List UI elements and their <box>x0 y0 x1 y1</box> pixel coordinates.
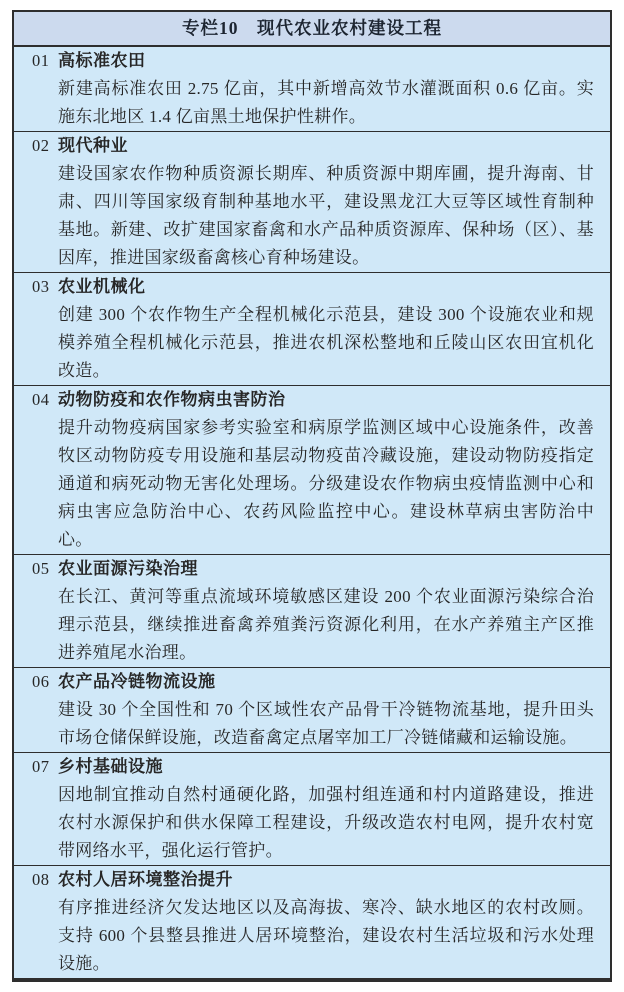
section-number: 07 <box>32 757 50 776</box>
section-heading: 高标准农田 <box>58 51 146 70</box>
table-row <box>14 47 610 131</box>
section-content <box>58 753 594 865</box>
table-row <box>14 272 610 385</box>
section-number: 02 <box>32 136 50 155</box>
section-heading: 农业机械化 <box>58 277 146 296</box>
section-body: 创建 300 个农作物生产全程机械化示范县，建设 300 个设施农业和规模养殖全程机械化示范县，推进农机深松整地和丘陵山区农田宜机化改造。 <box>58 305 594 380</box>
section-number: 03 <box>32 277 50 296</box>
section-content <box>58 555 594 667</box>
section-content <box>58 386 594 554</box>
section-body: 建设国家农作物种质资源长期库、种质资源中期库圃，提升海南、甘肃、四川等国家级育制种基地水平，建设黑龙江大豆等区域性育制种基地。新建、改扩建国家畜禽和水产品种质资源库、保种场（区）、基因库，推进国家级畜禽核心育种场建设。 <box>58 164 594 267</box>
section-body: 因地制宜推动自然村通硬化路，加强村组连通和村内道路建设，推进农村水源保护和供水保障工程建设，升级改造农村电网，提升农村宽带网络水平，强化运行管护。 <box>58 785 594 860</box>
section-number: 01 <box>32 51 50 70</box>
section-heading: 动物防疫和农作物病虫害防治 <box>58 390 286 409</box>
table-row <box>14 131 610 272</box>
section-body: 建设 30 个全国性和 70 个区域性农产品骨干冷链物流基地，提升田头市场仓储保鲜设施，改造畜禽定点屠宰加工厂冷链储藏和运输设施。 <box>58 700 594 747</box>
feature-box <box>12 10 612 982</box>
section-body: 提升动物疫病国家参考实验室和病原学监测区域中心设施条件，改善牧区动物防疫专用设施和基层动物疫苗冷藏设施，建设动物防疫指定通道和病死动物无害化处理场。分级建设农作物病虫疫情监测中心和病虫害应急防治中心、农药风险监控中心。建设林草病虫害防治中心。 <box>58 418 594 549</box>
table-row <box>14 865 610 978</box>
section-heading: 农产品冷链物流设施 <box>58 672 216 691</box>
section-heading: 乡村基础设施 <box>58 757 163 776</box>
section-number: 08 <box>32 870 50 889</box>
section-heading: 农业面源污染治理 <box>58 559 198 578</box>
section-body: 新建高标准农田 2.75 亿亩，其中新增高效节水灌溉面积 0.6 亿亩。实施东北地区 1.4 亿亩黑土地保护性耕作。 <box>58 79 594 126</box>
table-row <box>14 554 610 667</box>
section-content <box>58 866 594 978</box>
section-content <box>58 132 594 272</box>
table-row <box>14 667 610 752</box>
section-content <box>58 273 594 385</box>
section-number: 04 <box>32 390 50 409</box>
table-row <box>14 752 610 865</box>
section-body: 在长江、黄河等重点流域环境敏感区建设 200 个农业面源污染综合治理示范县，继续推进畜禽养殖粪污资源化利用，在水产养殖主产区推进养殖尾水治理。 <box>58 587 594 662</box>
section-content <box>58 47 594 131</box>
section-heading: 现代种业 <box>58 136 128 155</box>
section-content <box>58 668 594 752</box>
section-body: 有序推进经济欠发达地区以及高海拔、寒冷、缺水地区的农村改厕。支持 600 个县整县推进人居环境整治，建设农村生活垃圾和污水处理设施。 <box>58 898 594 973</box>
section-number: 05 <box>32 559 50 578</box>
section-number: 06 <box>32 672 50 691</box>
panel-title: 专栏10 现代农业农村建设工程 <box>14 12 610 47</box>
table-row <box>14 385 610 554</box>
section-heading: 农村人居环境整治提升 <box>58 870 233 889</box>
